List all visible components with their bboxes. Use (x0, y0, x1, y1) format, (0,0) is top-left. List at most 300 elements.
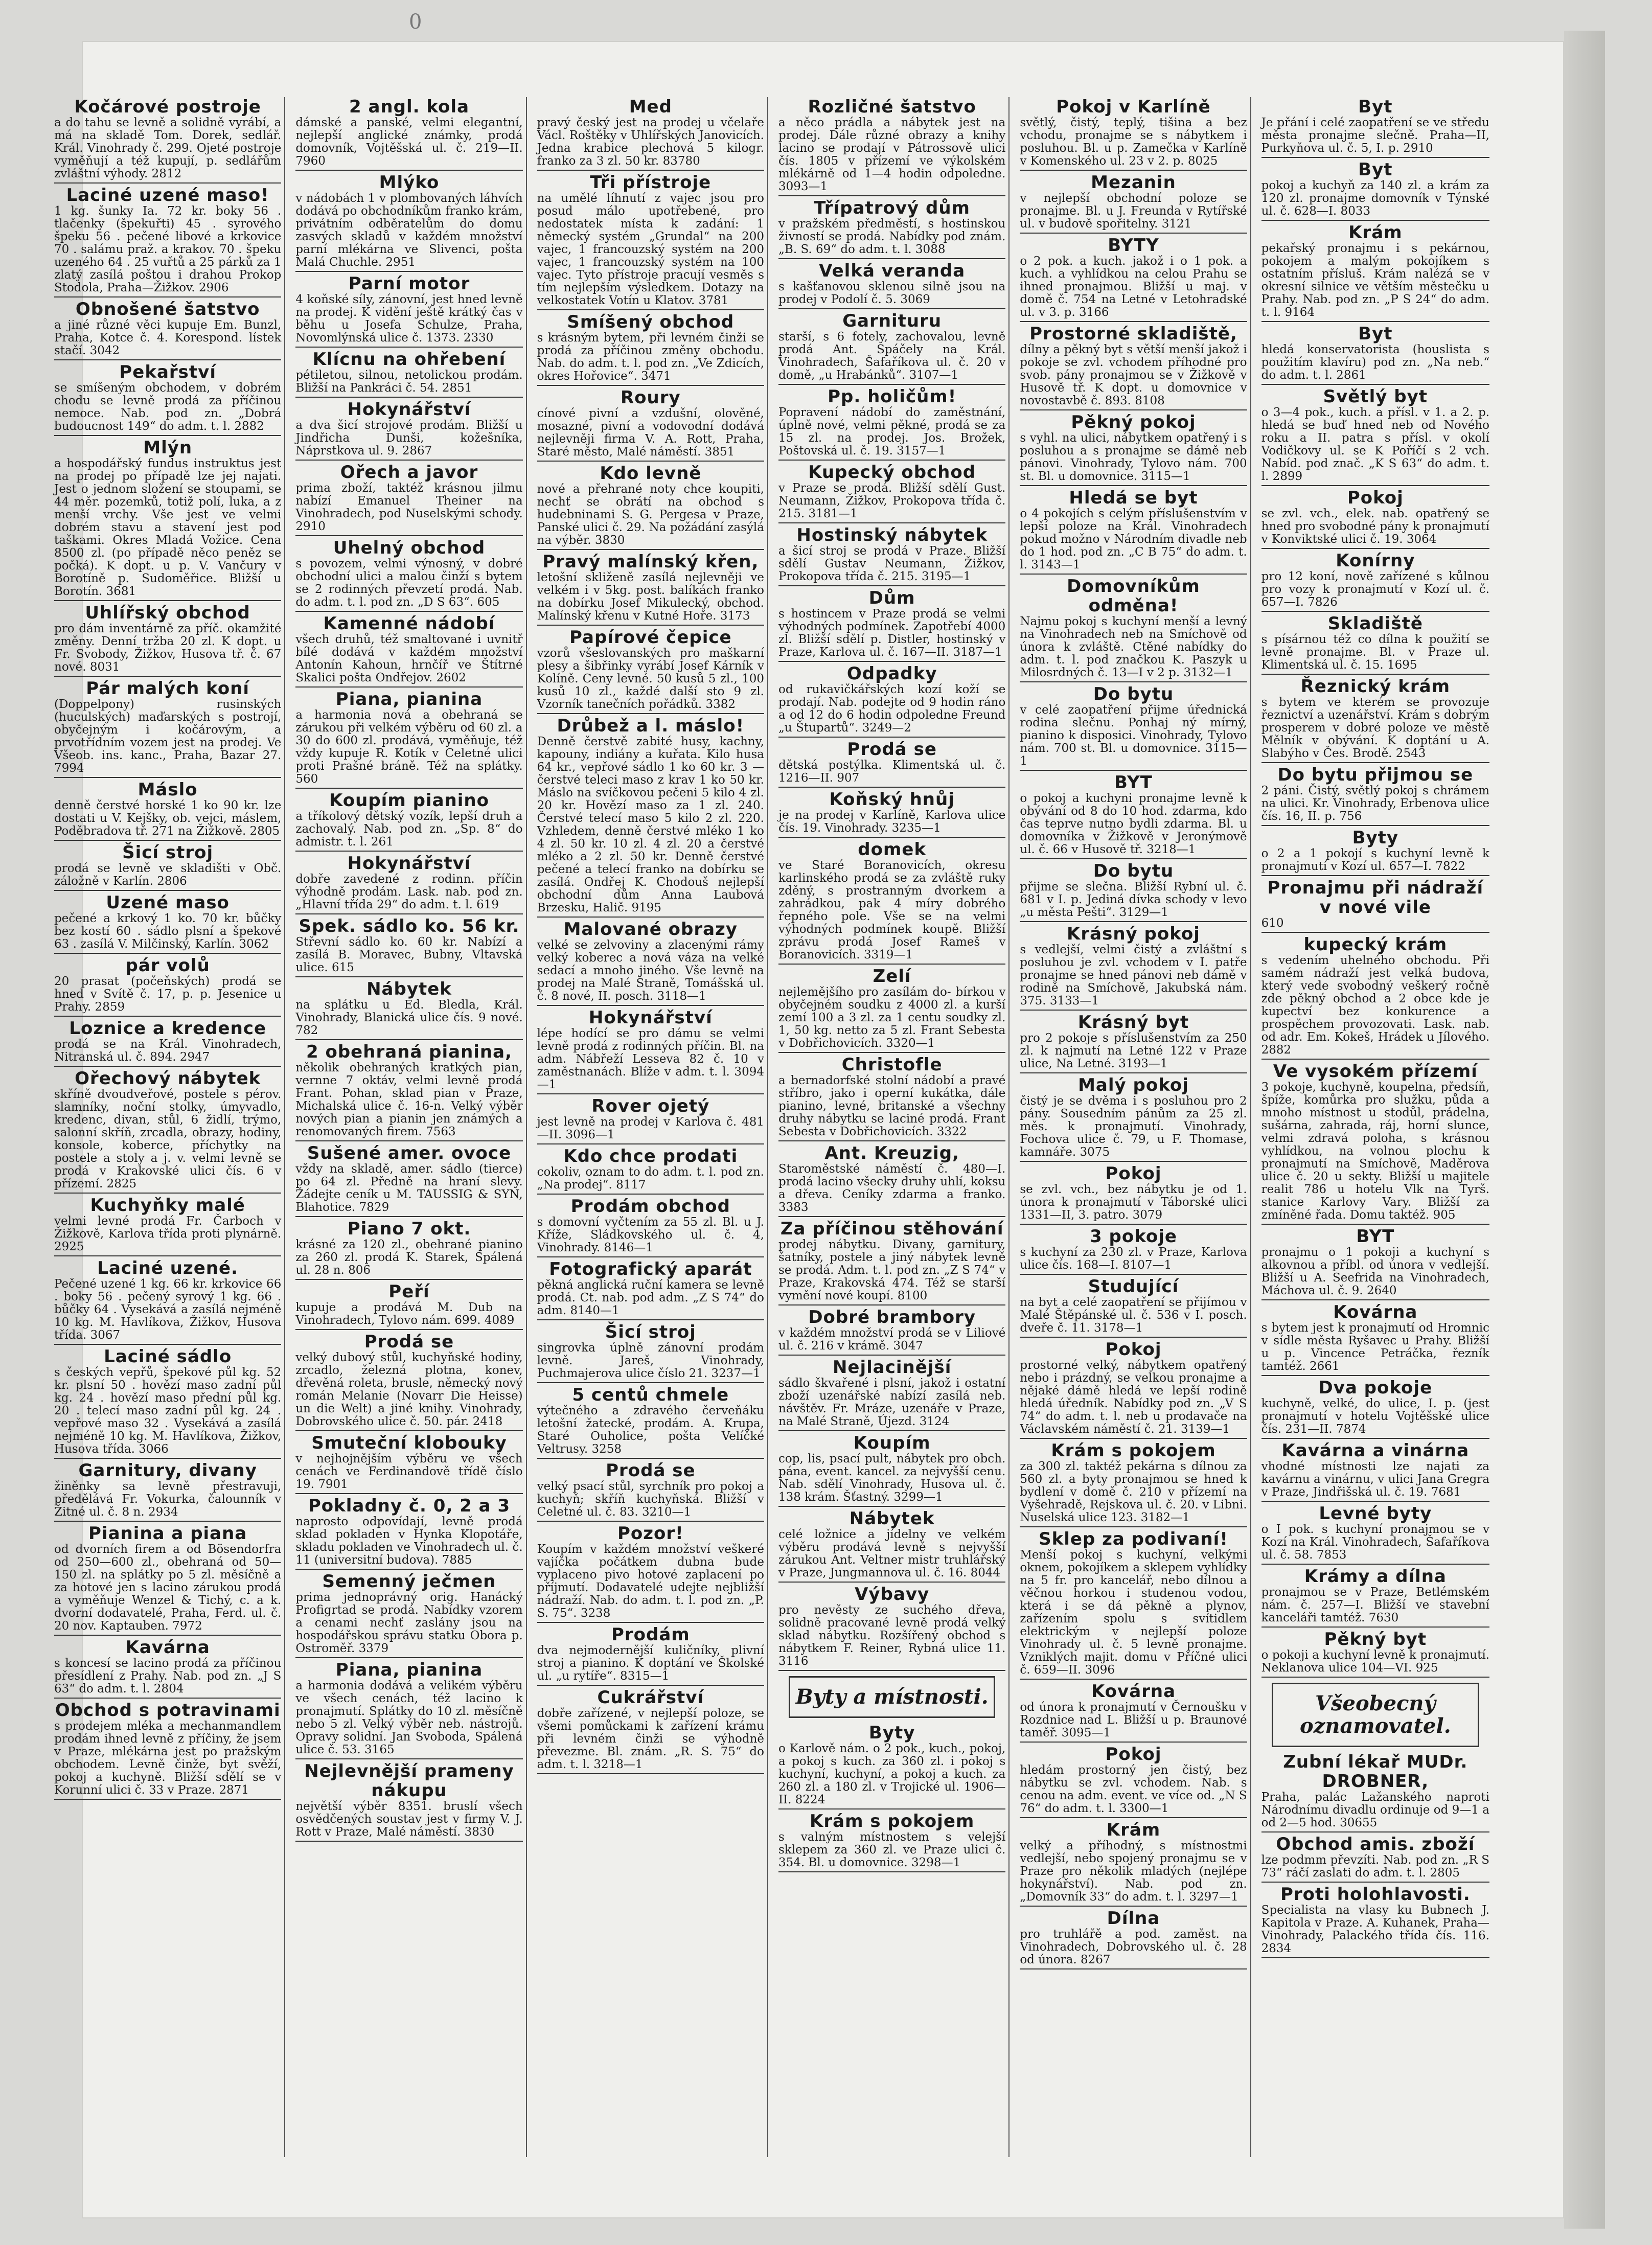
classified-ad (295, 173, 522, 272)
ad-text: pěkná anglická ruční kamera se levně prodá. Ct. nab. pod adm. „Z S 74“ do adm. 8140—1 (537, 1278, 764, 1317)
ad-text: o 4 pokojích s celým příslušenstvím v lepší poloze na Král. Vinohradech pokud možno v Národním divadle neb do 1 hod. pod zn. „C B 75“ do adm. t. l. 3143—1 (1020, 507, 1247, 571)
ad-title: Kovárna (1091, 1681, 1176, 1702)
ad-text: 3 pokoje, kuchyně, koupelna, předsíň, špíže, komůrka pro služku, půda a mnoho místnost u stodůl, prádelna, sušárna, zahrada, ráj, horní slunce, velmi zdravá poloha, s krásnou vyhlídkou, na volnou plochu k pronajmutí na Smíchově, Maděrova ulice č. 20 u sekty. Bližší u majitele realit 786 u hotelu Vlk na Tyrš. stanice Karlovy Vary. Bližší za zmíněné řada. Domu taktéž. 905 (1261, 1081, 1489, 1222)
ad-title: Do bytu (1093, 861, 1174, 881)
ad-title: Krám (1348, 222, 1403, 243)
ad-text: Střevní sádlo ko. 60 kr. Nabízí a zasílá B. Moravec, Bubny, Vltavská ulice. 615 (295, 935, 523, 974)
ad-text: čistý je se dvěma i s posluhou pro 2 pány. Sousedním pánům za 25 zl. měs. k pronajmutí. Vinohrady, Fochova ulice č. 79, u F. Thomase, kamnáře. 3075 (1020, 1094, 1247, 1159)
classified-ad (537, 920, 764, 1006)
ad-text: cop, lis, psací pult, nábytek pro obch. pána, event. kancel. za nejvyšší cenu. Nab. sdělí Vinohrady, Husova ul. č. 138 krám. Šťastný. 3299—1 (778, 1452, 1006, 1504)
ad-text: v Praze se prodá. Bližší sdělí Gust. Neumann, Žižkov, Prokopova třída č. 215. 3181—1 (778, 482, 1006, 520)
ad-title: Sušené amer. ovoce (307, 1143, 512, 1163)
ad-title: BYT (1114, 772, 1153, 793)
ad-text: naprosto odpovídají, levně prodá sklad pokladen v Hynka Klopotáře, skladu pokladen ve Vinohradech ul. č. 11 (universitní budova). 7885 (295, 1515, 523, 1567)
classified-ad (537, 1147, 764, 1195)
ad-title: Nejlevnější prameny nákupu (304, 1761, 514, 1801)
classified-ad (778, 840, 1005, 965)
ad-text: letošní skliženě zasílá nejlevněji ve velkém i v 5kg. post. balíkách franko na dobírku Josef Mikulecký, obchod. Malínský křenu v Kutné Hoře. 3173 (537, 571, 764, 623)
ad-text: vždy na skladě, amer. sádlo (tierce) po 64 zl. Předně na hraní slevy. Žádejte ceník u M. TAUSSIG & SYN, Blahotice. 7829 (295, 1162, 523, 1214)
ad-text: velké se zelvoviny a zlacenými rámy velký koberec a nová váza na velké sedací a mnoho jiného. Vše levně na prodej na Malé Straně, Tomášská ul. č. 8 nové, II. posch. 3118—1 (537, 938, 764, 1003)
ad-text: pokoj a kuchyň za 140 zl. a krám za 120 zl. pronajme domovník v Týnské ul. č. 628—I. 8033 (1261, 179, 1489, 218)
ad-title: Velká veranda (819, 261, 966, 281)
classified-ad (1020, 236, 1247, 322)
ad-title: Šicí stroj (605, 1322, 696, 1342)
ad-title: Zelí (873, 966, 911, 987)
classified-ad (54, 1019, 281, 1067)
ad-text: dobře zařízené, v nejlepší poloze, se všemi pomůckami k zařízení krámu při levném činži se výhodně převezme. Bl. znám. „R. S. 75“ do adm. t. l. 3218—1 (537, 1707, 764, 1771)
classified-ad (1020, 324, 1247, 410)
ad-text: s koncesí se lacino prodá za příčinou přesídlení z Prahy. Nab. pod zn. „J S 63“ do adm. t. l. 2804 (54, 1657, 282, 1696)
classified-ad (54, 679, 281, 778)
ad-text: pro 2 pokoje s příslušenstvím za 250 zl. k najmutí na Letné 122 v Praze ulice, Na Letné. 3193—1 (1020, 1032, 1247, 1070)
ad-text: od rukavičkářských kozí koží se prodají. Nab. podejte od 9 hodin ráno a od 12 do 6 hodin odpoledne Freund „u Štupartů“. 3249—2 (778, 683, 1006, 735)
classified-ad (778, 790, 1005, 838)
ad-text: s kuchyní za 230 zl. v Praze, Karlova ulice čís. 168—I. 8107—1 (1020, 1246, 1247, 1272)
page-mark: 0 (409, 10, 422, 34)
ad-text: a harmonia dodává a velikém výběru ve všech cenách, též lacino k pronajmutí. Splátky do 10 zl. měsíčně nebo 5 zl. Velký výběr neb. nástrojů. Opravy solidní. Jan Svoboda, Spálená ulice č. 53. 3165 (295, 1679, 523, 1756)
ad-title: Laciné uzené. (97, 1258, 239, 1278)
classified-ad (295, 538, 522, 612)
classified-ad (295, 1282, 522, 1330)
classified-ad (1261, 223, 1489, 322)
section-heading: Byty a místnosti. (789, 1676, 995, 1718)
ad-text: pro truhlářě a pod. zaměst. na Vinohradech, Dobrovského ul. č. 28 od února. 8267 (1020, 1928, 1247, 1966)
ad-title: Prodá se (606, 1460, 696, 1481)
ad-title: Laciné uzené maso! (66, 185, 269, 205)
ad-title: Piana, pianina (335, 689, 483, 709)
ad-text: prostorné velký, nábytkem opatřený nebo i prázdný, se velkou pronajme a nějaké dámě hledá ve lepší rodině hledá úředník. Nabídky pod zn. „V S 74“ do adm. t. l. neb u prodavače na Václavském náměstí č. 21. 3139—1 (1020, 1359, 1247, 1436)
ad-title: Koupím pianino (329, 790, 489, 811)
classified-ad (1261, 551, 1489, 612)
classified-ad (778, 1723, 1005, 1809)
classified-ad (1261, 1835, 1489, 1883)
ad-title: Pokoj (1105, 1163, 1162, 1184)
ad-text: s povozem, velmi výnosný, v dobré obchodní ulici a malou činží s bytem se 2 rodinných převzetí prodá. Nab. do adm. t. l. pod zn. „D S 63“. 605 (295, 557, 523, 609)
ad-title: Tři přístroje (590, 172, 712, 193)
ad-title: Pěkný pokoj (1071, 412, 1196, 432)
ad-title: Krásný byt (1077, 1012, 1189, 1033)
classified-ad (537, 716, 764, 918)
classified-ad (778, 740, 1005, 788)
ad-text: s valným místnostem s velejší sklepem za 360 zl. ve Praze ulici č. 354. Bl. u domovnice. 3298—1 (778, 1830, 1006, 1869)
ad-text: v pražském předměstí, s hostinskou živností se prodá. Nabídky pod znám. „B. S. 69“ do adm. t. l. 3088 (778, 217, 1006, 256)
ad-text: s vyhl. na ulici, nábytkem opatřený i s posluhou a s pronajme se dámě neb pánovi. Vinohrady, Tylovo nám. 700 st. Bl. u domovnice. 3115—1 (1020, 431, 1247, 483)
ad-title: Dům (868, 588, 915, 608)
ad-title: 2 obehraná pianina, (306, 1042, 512, 1062)
ad-title: Byt (1358, 159, 1393, 180)
classified-ad (295, 400, 522, 461)
ad-title: Kočárové postroje (74, 97, 261, 117)
ad-title: Konírny (1336, 551, 1415, 571)
ad-text: přijme se slečna. Bližší Rybní ul. č. 681 v I. p. Jediná dívka schody v levo „u města Pešti“. 3129—1 (1020, 880, 1247, 919)
classified-ad (1020, 773, 1247, 859)
ad-text: kupuje a prodává M. Dub na Vinohradech, Tylovo nám. 699. 4089 (295, 1301, 523, 1327)
ad-text: se zvl. vch., bez nábytku je od 1. února k pronajmutí v Táborské ulici 1331—II, 3. patro. 3079 (1020, 1183, 1247, 1222)
ad-text: a tříkolový dětský vozík, lepší druh a zachovalý. Nab. pod zn. „Sp. 8“ do admistr. t. l. 261 (295, 810, 523, 849)
ad-text: prima zboží, taktéž krásnou jilmu nabízí Emanuel Theiner na Vinohradech, pod Nuselskými schody. 2910 (295, 482, 523, 533)
ad-title: Levné byty (1319, 1503, 1432, 1524)
classified-ad (537, 1688, 764, 1774)
ad-text: prodej nábytku. Divany, garnitury, šatníky, postele a jiný nábytek levně se prodá. Adm. t. l. pod zn. „Z S 74“ v Praze, Krakovská 474. Též se starší vymění nové koupí. 8100 (778, 1238, 1006, 1302)
ad-text: největší výběr 8351. bruslí všech osvědčených soustav jest v firmy V. J. Rott v Praze, Malé náměstí. 3830 (295, 1800, 523, 1839)
ad-text: v celé zaopatření přijme úřednická rodina slečnu. Ponhaj ný mírný, pianino k disposici. Vinohrady, Tylovo nám. 700 st. Bl. u domovnice. 3115—1 (1020, 703, 1247, 768)
ad-title: Parní motor (348, 273, 470, 294)
classified-ad (54, 843, 281, 891)
ad-title: Spek. sádlo ko. 56 kr. (299, 916, 520, 936)
classified-ad (1020, 488, 1247, 575)
ad-text: a šicí stroj se prodá v Praze. Bližší sdělí Gustav Neumann, Žižkov, Prokopova třída č. 215. 3195—1 (778, 544, 1006, 583)
ad-text: v každém množství prodá se v Liliové ul. č. 216 v krámě. 3047 (778, 1326, 1006, 1353)
ad-title: Nábytek (849, 1508, 935, 1529)
ad-title: Kavárna a vinárna (1281, 1440, 1470, 1461)
classified-ad (54, 893, 281, 954)
ad-text: pronajmu o 1 pokoji a kuchyní s alkovnou a příbl. od února v vedlejší. Bližší u A. Seefrida na Vinohradech, Máchova ul. č. 9. 2640 (1261, 1246, 1489, 1297)
ad-text: 1 kg. šunky Ia. 72 kr. boky 56 . tlačenky (špekuřti) 45 . syrového špeku 56 . pečené libové a krkovice 70 . salámu praž. a krakov. 70 . špeku uzeného 64 . 25 vuřtů a 25 párků za 1 zlatý zasílá poštou i drahou Prokop Stodola, Praha—Žižkov. 2906 (54, 204, 282, 294)
ad-title: Drůbež a l. máslo! (557, 716, 745, 736)
classified-ad (1020, 1013, 1247, 1073)
ad-text: velmi levné prodá Fr. Čarboch v Žižkově, Karlova třída proti plynárně. 2925 (54, 1215, 282, 1253)
classified-ad (1020, 684, 1247, 771)
column-2 (292, 97, 526, 2157)
ad-title: Světlý byt (1323, 386, 1428, 407)
ad-title: Mlýn (143, 438, 193, 458)
ad-text: s hostincem v Praze prodá se velmi výhodných podmínek. Zapotřebí 4000 zl. Bližší sdělí p. Distler, hostinský v Praze, Karlova ul. č. 167—II. 3187—1 (778, 607, 1006, 659)
ad-title: Piano 7 okt. (347, 1219, 471, 1239)
classified-ad (778, 1812, 1005, 1872)
classified-ad (54, 603, 281, 677)
classified-ad (54, 1196, 281, 1256)
classified-ad (778, 463, 1005, 523)
classified-ad (778, 261, 1005, 309)
ad-title: Do bytu přijmou se (1277, 765, 1474, 785)
ad-title: Krám s pokojem (810, 1811, 975, 1831)
ad-text: 20 prasat (počeňských) prodá se hned v Svítě č. 17, p. p. Jesenice u Prahy. 2859 (54, 975, 282, 1014)
ad-title: Cukrářství (597, 1687, 704, 1708)
classified-ad (1261, 1885, 1489, 1958)
ad-title: Krám s pokojem (1051, 1440, 1216, 1461)
ad-title: Krám (1106, 1820, 1161, 1840)
ad-text: a harmonia nová a obehraná se zárukou při velkém výběru od 60 zl. a 30 do 600 zl. prodává, vyměňuje, též vždy kupuje R. Kotík v Celetné ulici proti Prašné bráně. Též na splátky. 560 (295, 708, 523, 786)
ad-title: Pravý malínský křen, (542, 552, 759, 572)
ad-title: Uhlířský obchod (85, 603, 250, 623)
classified-ad (537, 1322, 764, 1383)
ad-title: Krásný pokoj (1067, 924, 1200, 944)
ad-text: dobře zavedené z rodinn. příčin výhodně prodám. Lask. nab. pod zn. „Hlavní třída 29“ do adm. t. l. 619 (295, 873, 523, 911)
ad-text: pro nevěsty ze suchého dřeva, solidně pracované levně prodá velký sklad nábytku. Rozšířený obchod s nábytkem F. Reiner, Rybná ulice 11. 3116 (778, 1603, 1006, 1668)
ad-text: a něco prádla a nábytek jest na prodej. Dále různé obrazy a knihy lacino se prodají v Pátrossově ulici čís. 1805 v přízemí ve výkolském mlékárně od 1—4 hodin odpoledne. 3093—1 (778, 116, 1006, 193)
ad-text: od dvorních firem a od Bösendorfra od 250—600 zl., obehraná od 50—150 zl. na splátky po 5 zl. měsíčně a za hotové jen s lacino zárukou prodá a vyměňuje Wenzel & Tichý, c. a k. dvorní dodavatelé, Praha, Ferd. ul. č. 20 nov. Kaptauben. 7972 (54, 1543, 282, 1633)
ad-text: kuchyně, velké, do ulice, I. p. (jest pronajmutí v hotelu Vojtěšské ulice čís. 231—II. 7874 (1261, 1397, 1489, 1436)
ad-text: ve Staré Boranovicích, okresu karlinského prodá se za zvláště ruky zděný, s prostranným dvorkem a zahrádkou, pak 4 míry dobrého řepného pole. Vše se na velmi výhodných podmínek koupě. Bližší zprávu prodá Josef Rameš v Boranovicích. 3319—1 (778, 859, 1006, 961)
classified-ad (537, 1259, 764, 1320)
ad-text: s kašťanovou sklenou silně jsou na prodej v Podolí č. 5. 3069 (778, 280, 1006, 306)
ad-title: Laciné sádlo (104, 1346, 232, 1367)
ad-text: velký a příhodný, s místnostmi vedlejší, nebo spojený pronajmu se v Praze pro několik mladých (nejlépe hokynářství). Nab. pod zn. „Domovník 33“ do adm. t. l. 3297—1 (1020, 1839, 1247, 1904)
classified-ad (778, 1585, 1005, 1671)
ad-text: v nejlepší obchodní poloze se pronajme. Bl. u J. Freunda v Rytířské ul. v budově spořitelny. 3121 (1020, 192, 1247, 231)
ad-title: Prostorné skladiště, (1029, 324, 1237, 344)
ad-title: Pp. holičům! (828, 386, 957, 407)
ad-text: Koupím v každém množství veškeré vajíčka počátkem dubna bude vyplaceno pivo hotové zaplacení po příjmutí. Dodavatelé udejte nejbližší nádraží. Nab. do adm. t. l. pod zn. „P. S. 75“. 3238 (537, 1543, 764, 1620)
ad-text: s prodejem mléka a mechanmandlem prodám ihned levně z příčiny, že jsem v Praze, mlékárna jest po pražským obchodem. Levně činže, byt svěží, pokoj a kuchyně. Bližší sdělí se v Korunní ulici č. 33 v Praze. 2871 (54, 1720, 282, 1797)
classified-ad (778, 1358, 1005, 1431)
ad-text: o 2 pok. a kuch. jakož i o 1 pok. a kuch. a vyhlídkou na celou Prahu se ihned pronajmou. Bližší u maj. v domě č. 754 na Letné v Letohradské ul. v 3. p. 3166 (1020, 255, 1247, 319)
classified-ad (778, 1433, 1005, 1507)
ad-title: Garnitury, divany (78, 1460, 257, 1481)
classified-ad (537, 1524, 764, 1623)
classified-ad (778, 1219, 1005, 1305)
classified-ad (1261, 878, 1489, 933)
ad-title: Obchod s potravinami (55, 1700, 281, 1721)
classified-ad (1020, 1529, 1247, 1680)
classified-ad (54, 438, 281, 601)
classified-ad (1261, 97, 1489, 158)
column-3 (534, 97, 768, 2157)
ad-title: Prodá se (847, 739, 937, 760)
classified-ad (295, 97, 522, 171)
ad-title: Obnošené šatstvo (75, 299, 260, 319)
ad-text: vhodné místnosti lze najati za kavárnu a vinárnu, v ulici Jana Gregra v Praze, Jindřišská ul. č. 19. 7681 (1261, 1460, 1489, 1499)
classified-ad (537, 312, 764, 386)
ad-title: Výbavy (855, 1584, 930, 1605)
classified-ad (1261, 1302, 1489, 1376)
classified-ad (1020, 924, 1247, 1011)
ad-title: BYTY (1108, 235, 1159, 256)
classified-ad (295, 690, 522, 789)
classified-ad (1020, 413, 1247, 486)
ad-title: 5 centů chmele (572, 1385, 729, 1405)
classified-ad (537, 1385, 764, 1459)
ad-title: Kamenné nádobí (323, 613, 495, 634)
ad-text: s domovní vyčtením za 55 zl. Bl. u J. Kříže, Sládkovského ul. č. 4, Vinohrady. 8146—1 (537, 1216, 764, 1254)
classified-ad (537, 1461, 764, 1522)
classified-ad (1261, 324, 1489, 385)
classified-ad (1261, 677, 1489, 763)
classified-ad (778, 1308, 1005, 1356)
classified-ad (54, 362, 281, 436)
ad-title: Pokladny č. 0, 2 a 3 (308, 1496, 511, 1516)
classified-ad (54, 1347, 281, 1459)
classified-ad (1020, 1820, 1247, 1907)
classified-ad (778, 1509, 1005, 1583)
classified-ad (295, 979, 522, 1040)
ad-title: Koňský hnůj (829, 789, 955, 810)
ad-text: a hospodářský fundus instruktus jest na prodej po případě lze jej najati. Jest o jednom složení se stoupami, se 44 měr. pozemků, totiž polí, luka, a z menší vrchy. Vše jest ve velmi dobrém stavu a stavení jest pod taškami. Okres Mladá Vožice. Cena 8500 zl. (po případě něco peněz se počká). K dopt. u p. V. Vančury v Borotíně p. Sudoměřice. Bližší u Borotín. 3681 (54, 457, 282, 598)
ad-title: Šicí stroj (122, 842, 214, 863)
ad-title: Pokoj v Karlíně (1056, 97, 1211, 117)
ad-text: prodá se levně ve skladišti v Obč. záložně v Karlín. 2806 (54, 862, 282, 888)
ad-title: Klícnu na ohřebení (312, 349, 506, 370)
ad-text: o 2 a 1 pokojí s kuchyní levně k pronajmutí v Kozí ul. 657—I. 7822 (1261, 847, 1489, 873)
ad-title: Ořech a javor (340, 462, 478, 483)
ad-text: pravý český jest na prodej u včelaře Václ. Roštěky v Uhlířských Janovicích. Jedna krabice plechová 5 kilogr. franko za 3 zl. 50 kr. 83780 (537, 116, 764, 168)
ad-title: Ve vysokém přízemí (1273, 1061, 1478, 1082)
classified-ad (295, 1433, 522, 1494)
ad-text: 610 (1261, 917, 1284, 930)
classified-ad (295, 614, 522, 688)
ad-text: pekařský pronajmu i s pekárnou, pokojem a malým pokojíkem s ostatním přísluš. Krám nalézá se v okresní silnice ve větším městečku u Prahy. Nab. pod zn. „P S 24“ do adm. t. l. 9164 (1261, 242, 1489, 319)
ad-text: Pečené uzené 1 kg. 66 kr. krkovice 66 . boky 56 . pečený syrový 1 kg. 66 . bůčky 64 . Vysekává a zasílá nejméně 10 kg. M. Havlíkova, Žižkov, Husova třída. 3067 (54, 1277, 282, 1342)
ad-text: sádlo škvařené i plsní, jakož i ostatní zboží uzenářské nabízí zasílá neb. návštěv. Fr. Mráze, uzenáře v Praze, na Malé Straně, Újezd. 3124 (778, 1377, 1006, 1428)
ad-text: pétiletou, silnou, netolickou prodám. Bližší na Pankráci č. 54. 2851 (295, 369, 523, 395)
classified-ad (537, 552, 764, 626)
ad-title: Ant. Kreuzig, (824, 1143, 959, 1163)
ad-title: Loznice a kredence (69, 1018, 267, 1039)
ad-text: na umělé líhnutí z vajec jsou pro posud málo upotřebené, pro nedostatek místa k zadání: 1 německý systém „Grundal“ na 200 vajec, 1 francouzský systém na 200 vajec, 1 francouzský systém na 100 vajec. Tyto přístroje pracují vesměs s tím nejlepším výsledkem. Dotazy na velkostatek Votín u Klatov. 3781 (537, 192, 764, 307)
classified-ad (778, 967, 1005, 1053)
ad-title: Kdo levně (600, 463, 702, 484)
classified-ad (1261, 828, 1489, 876)
ad-text: několik obehraných kratkých pian, vernne 7 oktáv, velmi levně prodá Frant. Pohan, sklad pian v Praze, Michalská ulice č. 16-n. Velký výběr nových pian a pianin jen známých a renomovaných firem. 7563 (295, 1061, 523, 1138)
ad-title: Řeznický krám (1300, 676, 1451, 697)
ad-title: Papírové čepice (569, 627, 732, 648)
ad-title: pár volů (125, 955, 210, 976)
ad-text: a dva šicí strojové prodám. Bližší u Jindřicha Dunši, kožešníka, Náprstkova ul. 9. 2867 (295, 419, 523, 457)
classified-columns (51, 97, 1493, 2157)
ad-text: dětská postýlka. Klimentská ul. č. 1216—II. 907 (778, 759, 1006, 785)
ad-title: BYT (1356, 1226, 1395, 1247)
ad-title: Pár malých koní (86, 678, 250, 699)
ad-title: Za příčinou stěhování (780, 1219, 1004, 1239)
ad-title: Rozličné šatstvo (808, 97, 976, 117)
ad-title: Hokynářství (347, 399, 471, 420)
ad-title: Ořechový nábytek (75, 1068, 261, 1089)
ad-title: 3 pokoje (1090, 1226, 1177, 1247)
ad-text: o pokoj a kuchyni pronajme levně k obývání od 8 do 10 hod. zdarma, kdo čas teprve nutno bydli zdarma. Bl. u domovníka v Žižkově v Jeronýmově ul. č. 66 v Husově tř. 3218—1 (1020, 792, 1247, 856)
classified-ad (1261, 765, 1489, 826)
classified-ad (295, 1572, 522, 1658)
classified-ad (537, 464, 764, 550)
classified-ad (778, 1055, 1005, 1141)
classified-ad (1261, 387, 1489, 486)
classified-ad (537, 388, 764, 462)
classified-ad (1020, 1164, 1247, 1225)
ad-text: výtečného a zdravého červeňáku letošní žatecké, prodám. A. Krupa, Staré Ouholice, pošta Velíčké Veltrusy. 3258 (537, 1404, 764, 1456)
ad-title: Odpadky (846, 663, 937, 684)
classified-ad (537, 1008, 764, 1094)
ad-title: Nejlacinější (832, 1357, 952, 1378)
ad-text: na splátku u Ed. Bledla, Král. Vinohrady, Blanická ulice čís. 9 nové. 782 (295, 998, 523, 1037)
ad-text: a bernadorfské stolní nádobí a pravé stříbro, jako i operní kukátka, dále pianino, levné, britanské a všechny druhy nábytku se laciné prodá. Frant Sebesta v Dobřichovicích. 3322 (778, 1074, 1006, 1138)
ad-text: o Karlově nám. o 2 pok., kuch., pokoj, a pokoj s kuch. za 360 zl. i pokoj s kuchyní, kuchyní, a pokoj a kuch. za 260 zl. a 180 zl. v Trojické ul. 1906—II. 8224 (778, 1742, 1006, 1806)
ad-text: denně čerstvé horské 1 ko 90 kr. lze dostati u V. Kejšky, ob. vejci, máslem, Poděbradova tř. 271 na Žižkově. 2805 (54, 799, 282, 838)
classified-ad (295, 1042, 522, 1141)
ad-text: pro 12 koní, nově zařízené s kůlnou pro vozy k pronajmutí v Kozí ul. č. 657—I. 7826 (1261, 570, 1489, 609)
ad-text: v nejhojnějším výběru ve všech cenách ve Ferdinandově třídě číslo 19. 7901 (295, 1452, 523, 1491)
ad-text: velký psací stůl, syrchník pro pokoj a kuchyň; skříň kuchyňská. Bližší v Celetné ul. č. 83. 3210—1 (537, 1480, 764, 1519)
ad-title: Dobré brambory (808, 1307, 976, 1327)
classified-ad (54, 1638, 281, 1699)
classified-ad (1020, 861, 1247, 922)
ad-text: krásné za 120 zl., obehrané pianino za 260 zl. prodá K. Starek, Spálená ul. 28 n. 806 (295, 1238, 523, 1277)
ad-title: Byt (1358, 324, 1393, 344)
ad-text: s českých vepřů, špekové půl kg. 52 kr. plsní 50 . hovězí maso zadní půl kg. 24 . hovězí maso přední půl kg. 20 . telecí maso zadní půl kg. 24 . vepřové maso 32 . Vysekává a zasílá nejméně 10 kg. M. Havlíkova, Žižkov, Husova třída. 3066 (54, 1366, 282, 1456)
ad-title: Kdo chce prodati (563, 1146, 738, 1166)
ad-text: Specialista na vlasy ku Bubnech J. Kapitola v Praze. A. Kuhanek, Praha—Vinohrady, Palackého třída čís. 116. 2834 (1261, 1904, 1489, 1955)
classified-ad (295, 854, 522, 914)
classified-ad (1020, 577, 1247, 682)
column-4 (775, 97, 1009, 2157)
ad-text: starší, s 6 fotely, zachovalou, levně prodá Ant. Spáčely na Král. Vinohradech, Šafaříkova ul. č. 20 v domě, „u Hrabánků“. 3107—1 (778, 330, 1006, 382)
ad-text: 2 páni. Čistý, světlý pokoj s chrámem na ulici. Kr. Vinohrady, Erbenova ulice čís. 16, II. p. 756 (1261, 784, 1489, 823)
ad-text: vzorů všeslovanských pro maškarní plesy a šibřinky vyrábí Josef Kárník v Kolíně. Ceny levné. 50 kusů 5 zl., 100 kusů 10 zl., každé další sto 9 zl. Vzorník tanečních pořádků. 3382 (537, 647, 764, 711)
classified-ad (1020, 1075, 1247, 1162)
classified-ad (1261, 1441, 1489, 1502)
ad-text: Menší pokoj s kuchyní, velkými oknem, pokojíkem a sklepem vyhlídky na 5 fr. pro kancelář, nebo dílnou a věčnou horkou i studenou vodou, která i se dá pěkně a plynov, zařízením spolu s svítidlem elektrickým v nejlepší poloze Vinohrady ul. č. 5 levně pronajme. Vzniklých majit. domu v Příčné ulici č. 659—II. 3096 (1020, 1548, 1247, 1677)
classified-ad (537, 1197, 764, 1257)
ad-text: 4 koňské síly, zánovní, jest hned levně na prodej. K vidění ještě krátký čas v běhu u Josefa Schulze, Praha, Novomlýnská ulice č. 1373. 2330 (295, 293, 523, 345)
ad-text: cínové pivní a vzdušní, olověné, mosazné, pivní a vodovodní dodává nejlevněji firma V. A. Rott, Praha, Staré město, Malé náměstí. 3851 (537, 407, 764, 459)
ad-text: Popravení nádobí do zaměstnání, úplně nové, velmi pěkné, prodá se za 15 zl. na prodej. Jos. Brožek, Poštovská ul. č. 19. 3157—1 (778, 406, 1006, 457)
ad-title: Pekařství (119, 362, 216, 382)
classified-ad (1020, 173, 1247, 234)
ad-title: Byty (868, 1723, 915, 1743)
classified-ad (54, 97, 281, 184)
ad-title: Do bytu (1093, 684, 1174, 704)
ad-text: Denně čerstvě zabité husy, kachny, kapouny, indiány a kuřata. Kilo husa 64 kr., vepřové sádlo 1 ko 60 kr. 3 — čerstvé teleci maso z krav 1 ko 50 kr. Máslo na svíčkovou pečeni 5 kilo 4 zl. 20 kr. Hovězí maso za 1 zl. 240. Čerstvé telecí maso 5 kilo 2 zl. 220. Vzhledem, denně čerstvé mléko 1 ko 4 zl. 50 kr. 10 zl. 4 zl. 20 a čerstvé mléko a 2 zl. 50 kr. Denně čerstvé pečené a telecí franko na dobírku se zasílá. Ondřej K. Chodouš nejlepší obchodní dům Anna Laubová Brzesku, Halič. 9195 (537, 735, 764, 914)
ad-title: Skladiště (1327, 613, 1423, 634)
ad-text: dámské a panské, velmi elegantní, nejlepší anglické známky, prodá domovník, Vojtěšská ul. č. 219—II. 7960 (295, 116, 523, 168)
ad-text: dílny a pěkný byt s větší menší jakož i pokoje se zvl. vchodem příhodné pro svob. pány pronajmou se v Žižkově v Husově tř. K dopt. u domovnice v novostavbě č. 893. 8108 (1020, 343, 1247, 407)
ad-text: se smíšeným obchodem, v dobrém chodu se levně prodá za příčinou nemoce. Nab. pod zn. „Dobrá budoucnost 149“ do adm. t. l. 2882 (54, 381, 282, 433)
ad-title: Mezanin (1091, 172, 1176, 193)
classified-ad (1261, 1062, 1489, 1225)
classified-ad (295, 1660, 522, 1759)
ad-title: Pokoj (1105, 1744, 1162, 1765)
classified-ad (1261, 1227, 1489, 1300)
ad-text: s vedením uhelného obchodu. Při samém nádraží jest velká budova, který vede svobodný veškerý ročně zde pěkný obchod a 2 obce kde je kupectví bez konkurence a prospěchem provozovati. Lask. nab. od adr. Em. Kokeš, Hrádek u Jílového. 2882 (1261, 954, 1489, 1057)
classified-ad (295, 274, 522, 348)
ad-title: Hostinský nábytek (796, 525, 988, 545)
ad-title: Byty (1352, 828, 1399, 848)
classified-ad (537, 173, 764, 310)
classified-ad (778, 664, 1005, 738)
ad-title: 2 angl. kola (349, 97, 470, 117)
ad-title: Třípatrový dům (814, 198, 970, 218)
classified-ad (295, 1761, 522, 1842)
ad-title: Smuteční klobouky (311, 1433, 507, 1453)
ad-title: Domovníkům odměna! (1067, 576, 1200, 616)
ad-title: Uzené maso (106, 892, 230, 913)
ad-text: od února k pronajmutí v Černoušku v Rozdnice nad L. Bližší u p. Braunové taměř. 3095—1 (1020, 1701, 1247, 1739)
classified-ad (54, 956, 281, 1017)
ad-text: o I pok. s kuchyní pronajmou se v Kozí na Král. Vinohradech, Šafaříkova ul. č. 58. 7853 (1261, 1523, 1489, 1562)
ad-text: skříně dvoudveřové, postele s pérov. slamníky, noční stolky, úmyvadlo, kredenc, divan, stůl, 6 židlí, trýmo, salonní skříň, zrcadla, obrazy, hodiny, konsole, koberce, příchytky na postele a stoly a j. v. velmi levně se prodá v Krakovské ulici čís. 6 v přízemí. 2825 (54, 1088, 282, 1190)
ad-text: prodá se na Král. Vinohradech, Nitranská ul. č. 894. 2947 (54, 1038, 282, 1064)
ad-title: Hledá se byt (1069, 488, 1198, 508)
classified-ad (1261, 614, 1489, 675)
classified-ad (1261, 1752, 1489, 1832)
ad-title: Byt (1358, 97, 1393, 117)
ad-title: Krámy a dílna (1304, 1566, 1447, 1587)
classified-ad (54, 1701, 281, 1800)
classified-ad (295, 350, 522, 398)
column-5 (1017, 97, 1251, 2157)
ad-text: nové a přehrané noty chce koupiti, nechť se obrátí na obchod s hudebninami S. G. Pergesa v Praze, Panské ulici č. 29. Na požádání zasýlá na výběr. 3830 (537, 483, 764, 547)
ad-title: Nábytek (366, 979, 452, 999)
ad-title: Peří (388, 1281, 430, 1302)
classified-ad (1020, 1227, 1247, 1275)
ad-title: Uhelný obchod (333, 538, 486, 558)
ad-title: Prodám obchod (570, 1196, 730, 1217)
ad-title: Sklep za podivaní! (1039, 1529, 1228, 1549)
ad-text: pronajmou se v Praze, Betlémském nám. č. 257—I. Bližší ve stavební kanceláři tamtéž. 7630 (1261, 1586, 1489, 1624)
page-edge (1564, 31, 1605, 2229)
classified-ad (1261, 1567, 1489, 1628)
ad-title: Hokynářství (588, 1007, 713, 1028)
classified-ad (295, 791, 522, 852)
ad-text: v nádobách 1 v plombovaných láhvích dodává po obchodníkům franko krám, privátním odběratelům do domu zasvých skladů v každém množství parní mlékárna ve Slivenci, pošta Malá Chuchle. 2951 (295, 192, 523, 269)
